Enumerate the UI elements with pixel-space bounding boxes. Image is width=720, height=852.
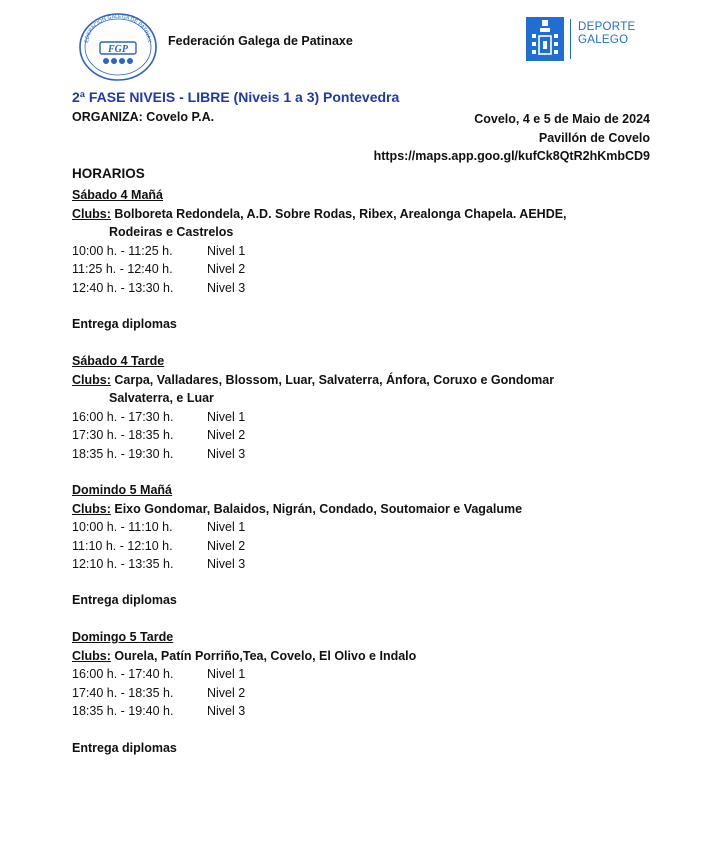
schedule-row <box>72 537 672 556</box>
row-time: 12:10 h. - 13:35 h. <box>72 557 174 571</box>
row-level: Nivel 1 <box>207 520 246 534</box>
fgp-logo-initials: FGP <box>108 44 128 55</box>
schedule-row <box>72 279 672 298</box>
row-level: Nivel 1 <box>207 409 246 424</box>
row-time: 12:40 h. - 13:30 h. <box>72 280 174 295</box>
row-level: Nivel 2 <box>207 685 246 700</box>
schedule-row <box>72 408 672 427</box>
session-heading: Sábado 4 Mañá <box>72 188 163 202</box>
horarios-heading: HORARIOS <box>72 166 145 181</box>
schedule-rows <box>72 408 672 464</box>
fgp-logo-ring-text: EDERACIÓN GALEGA DE PATINAX <box>83 13 152 44</box>
row-time: 17:30 h. - 18:35 h. <box>72 428 174 442</box>
schedule-row <box>72 242 672 261</box>
schedule-row <box>72 445 672 464</box>
clubs-list-continued: Rodeiras e Castrelos <box>109 225 234 239</box>
clubs-list: Eixo Gondomar, Balaidos, Nigrán, Condado, Soutomaior e Vagalume <box>110 501 523 516</box>
session-clubs <box>72 500 672 519</box>
deporte-galego-logo <box>526 17 636 61</box>
schedule-rows <box>72 518 672 574</box>
session-sabado-tarde <box>72 352 672 463</box>
row-time: 10:00 h. - 11:25 h. <box>72 243 173 258</box>
deporte-galego-separator <box>570 19 571 59</box>
organizer: ORGANIZA: Covelo P.A. <box>72 110 215 124</box>
session-clubs <box>72 371 672 408</box>
row-time: 11:10 h. - 12:10 h. <box>72 538 173 553</box>
deporte-galego-line2: GALEGO <box>578 34 629 46</box>
schedule-row <box>72 684 672 703</box>
session-heading: Sábado 4 Tarde <box>72 354 165 368</box>
deporte-galego-line1: DEPORTE <box>578 21 636 33</box>
session-heading: Domindo 5 Mañá <box>72 483 173 497</box>
row-time: 18:35 h. - 19:30 h. <box>72 446 174 461</box>
schedule-row <box>72 555 672 574</box>
schedule-row <box>72 518 672 537</box>
clubs-label: Clubs: <box>72 372 111 387</box>
row-level: Nivel 3 <box>207 446 246 461</box>
clubs-label: Clubs: <box>72 206 111 221</box>
row-time: 17:40 h. - 18:35 h. <box>72 685 174 700</box>
clubs-list: Ourela, Patín Porriño,Tea, Covelo, El Olivo e Indalo <box>110 648 417 663</box>
deporte-galego-text <box>578 21 635 47</box>
event-map-link[interactable]: https://maps.app.goo.gl/kufCk8QtR2hKmbCD9 <box>373 149 650 163</box>
row-time: 11:25 h. - 12:40 h. <box>72 262 173 276</box>
event-venue: Pavillón de Covelo <box>538 130 650 145</box>
row-time: 16:00 h. - 17:40 h. <box>72 667 174 681</box>
session-clubs <box>72 205 672 242</box>
session-footer: Entrega diplomas <box>72 317 177 331</box>
schedule-row <box>72 702 672 721</box>
row-level: Nivel 3 <box>207 557 246 571</box>
row-level: Nivel 2 <box>207 262 246 276</box>
clubs-list-continued: Salvaterra, e Luar <box>109 391 214 405</box>
row-level: Nivel 1 <box>207 243 246 258</box>
row-level: Nivel 3 <box>207 704 246 718</box>
session-domingo-manha <box>72 481 672 574</box>
event-date: Covelo, 4 e 5 de Maio de 2024 <box>474 112 650 126</box>
xunta-crest-icon <box>526 17 564 61</box>
session-sabado-manha <box>72 186 672 297</box>
event-info <box>374 110 650 166</box>
clubs-list: Bolboreta Redondela, A.D. Sobre Rodas, Ribex, Arealonga Chapela. AEHDE, <box>110 206 567 221</box>
session-footer: Entrega diplomas <box>72 593 177 607</box>
event-title: 2ª FASE NIVEIS - LIBRE (Niveis 1 a 3) Pontevedra <box>72 89 400 105</box>
clubs-label: Clubs: <box>72 501 111 516</box>
session-footer: Entrega diplomas <box>72 741 177 755</box>
row-level: Nivel 3 <box>207 280 246 295</box>
schedule-rows <box>72 242 672 298</box>
fgp-logo <box>76 10 160 84</box>
session-domingo-tarde <box>72 628 672 721</box>
row-level: Nivel 2 <box>207 538 246 553</box>
clubs-label: Clubs: <box>72 648 111 663</box>
schedule-row <box>72 260 672 279</box>
session-clubs <box>72 647 672 666</box>
federation-name: Federación Galega de Patinaxe <box>168 34 353 48</box>
row-time: 10:00 h. - 11:10 h. <box>72 520 173 534</box>
schedule-row <box>72 426 672 445</box>
row-time: 18:35 h. - 19:40 h. <box>72 704 174 718</box>
row-level: Nivel 1 <box>207 667 246 681</box>
session-heading: Domingo 5 Tarde <box>72 630 174 644</box>
row-level: Nivel 2 <box>207 428 246 442</box>
schedule-row <box>72 665 672 684</box>
row-time: 16:00 h. - 17:30 h. <box>72 409 174 424</box>
schedule-rows <box>72 665 672 721</box>
clubs-list: Carpa, Valladares, Blossom, Luar, Salvaterra, Ánfora, Coruxo e Gondomar <box>110 372 555 387</box>
